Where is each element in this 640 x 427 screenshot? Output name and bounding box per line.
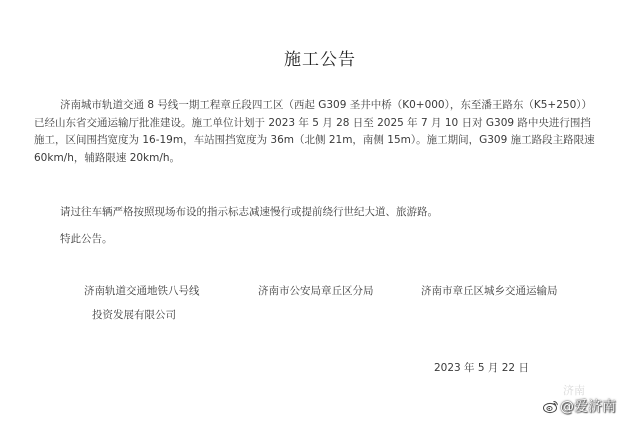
watermark-shadow-text: 济南 xyxy=(563,384,585,397)
signatory-metro-line1: 济南轨道交通地铁八号线 xyxy=(84,285,200,297)
paragraph-1-line: 已经山东省交通运输厅批准建设。施工单位计划于 2023 年 5 月 28 日至 2025 年 7 月 10 日对 G309 路中央进行围挡 xyxy=(34,116,591,129)
signatory-metro-line2: 投资发展有限公司 xyxy=(92,309,176,321)
watermark xyxy=(541,382,636,420)
paragraph-1-line: 济南城市轨道交通 8 号线一期工程章丘段四工区（西起 G309 圣井中桥（K0+000），东至潘王路东（K5+250）） xyxy=(60,99,593,111)
closing-text: 特此公告。 xyxy=(60,233,113,245)
notice-date: 2023 年 5 月 22 日 xyxy=(434,362,529,374)
paragraph-1-line: 60km/h，辅路限速 20km/h。 xyxy=(34,151,181,164)
notice-paragraph-1 xyxy=(34,97,595,167)
notice-paragraph-2 xyxy=(60,204,438,222)
signatory-police: 济南市公安局章丘区分局 xyxy=(258,285,374,297)
weibo-logo-icon xyxy=(543,398,559,414)
signatory-transport: 济南市章丘区城乡交通运输局 xyxy=(421,285,558,297)
paragraph-1-line: 施工，区间围挡宽度为 16-19m，车站围挡宽度为 36m（北侧 21m，南侧 15m）。施工期间，G309 施工路段主路限速 xyxy=(34,134,595,146)
notice-title: 施工公告 xyxy=(284,50,356,70)
notice-paragraph-3 xyxy=(60,231,113,249)
watermark-text: @爱济南 xyxy=(560,399,616,415)
paragraph-2-text: 请过往车辆严格按照现场布设的指示标志减速慢行或提前绕行世纪大道、旅游路。 xyxy=(60,206,438,218)
